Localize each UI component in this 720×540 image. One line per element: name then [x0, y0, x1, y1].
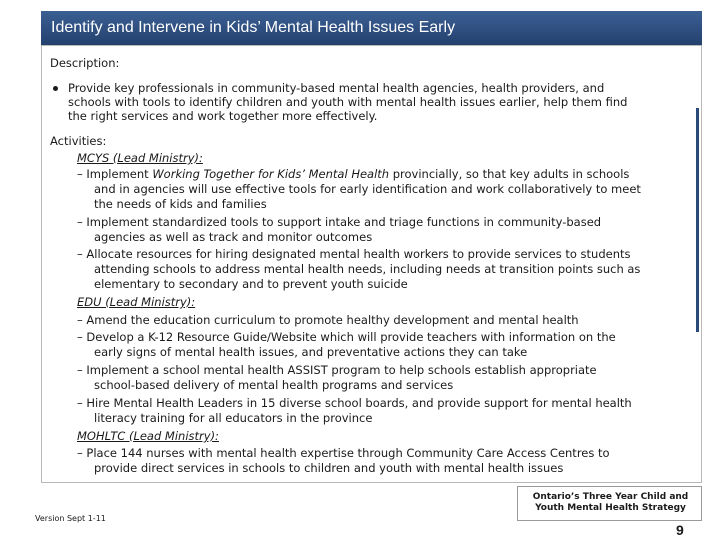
mcys-item-1-prefix: – Implement	[77, 167, 153, 181]
bullet-dot-icon	[53, 86, 58, 91]
side-accent-bar	[696, 108, 699, 332]
edu-item-4-line-2: literacy training for all educators in the province	[94, 411, 373, 425]
edu-item-2-line-2: early signs of mental health issues, and preventative actions they can take	[94, 345, 528, 359]
mcys-item-3-line-2: attending schools to address mental health needs, including needs at transition points such as	[94, 262, 641, 276]
edu-item-3-line-2: school-based delivery of mental health programs and services	[94, 378, 454, 392]
footer-org-name	[523, 492, 698, 514]
edu-item-1-line-1: – Amend the education curriculum to promote healthy development and mental health	[77, 313, 579, 327]
page-number: 9	[676, 522, 684, 538]
mcys-item-2-line-1: – Implement standardized tools to support intake and triage functions in community-based	[77, 215, 602, 229]
description-line-1: Provide key professionals in community-based mental health agencies, health providers, and	[68, 81, 605, 95]
mcys-item-1-program-name: Working Together for Kids’ Mental Health	[152, 167, 390, 181]
edu-item-3-line-1: – Implement a school mental health ASSIST program to help schools establish appropriate	[77, 363, 597, 377]
description-line-3: the right services and work together more effectively.	[68, 109, 378, 123]
mcys-lead-ministry: MCYS (Lead Ministry):	[77, 151, 203, 165]
mcys-item-3-line-3: elementary to secondary and to prevent youth suicide	[94, 277, 408, 291]
mohltc-lead-ministry: MOHLTC (Lead Ministry):	[77, 429, 219, 443]
mcys-item-1-suffix: provincially, so that key adults in schools	[389, 167, 630, 181]
footer-org-line-1: Ontario’s Three Year Child and	[532, 492, 689, 502]
slide-title: Identify and Intervene in Kids’ Mental Health Issues Early	[41, 11, 702, 45]
mcys-item-1-line-1	[77, 167, 629, 181]
edu-lead-ministry: EDU (Lead Ministry):	[77, 295, 196, 309]
mohltc-item-1-line-2: provide direct services in schools to children and youth with mental health issues	[94, 461, 564, 475]
mcys-item-3-line-1: – Allocate resources for hiring designated mental health workers to provide services to students	[77, 247, 631, 261]
activities-heading: Activities:	[50, 134, 107, 148]
description-heading: Description:	[50, 56, 120, 70]
edu-item-2-line-1: – Develop a K-12 Resource Guide/Website which will provide teachers with information on the	[77, 330, 616, 344]
edu-item-4-line-1: – Hire Mental Health Leaders in 15 diverse school boards, and provide support for mental health	[77, 396, 632, 410]
mcys-item-2-line-2: agencies as well as track and monitor outcomes	[94, 230, 373, 244]
footer-org-line-2: Youth Mental Health Strategy	[535, 503, 686, 513]
mohltc-item-1-line-1: – Place 144 nurses with mental health expertise through Community Care Access Centres to	[77, 446, 610, 460]
description-line-2: schools with tools to identify children and youth with mental health issues earlier, help them find	[68, 95, 628, 109]
version-label: Version Sept 1-11	[35, 514, 106, 523]
mcys-item-1-line-2: and in agencies will use effective tools for early identification and work collaboratively to meet	[94, 182, 641, 196]
mcys-item-1-line-3: the needs of kids and families	[94, 197, 267, 211]
